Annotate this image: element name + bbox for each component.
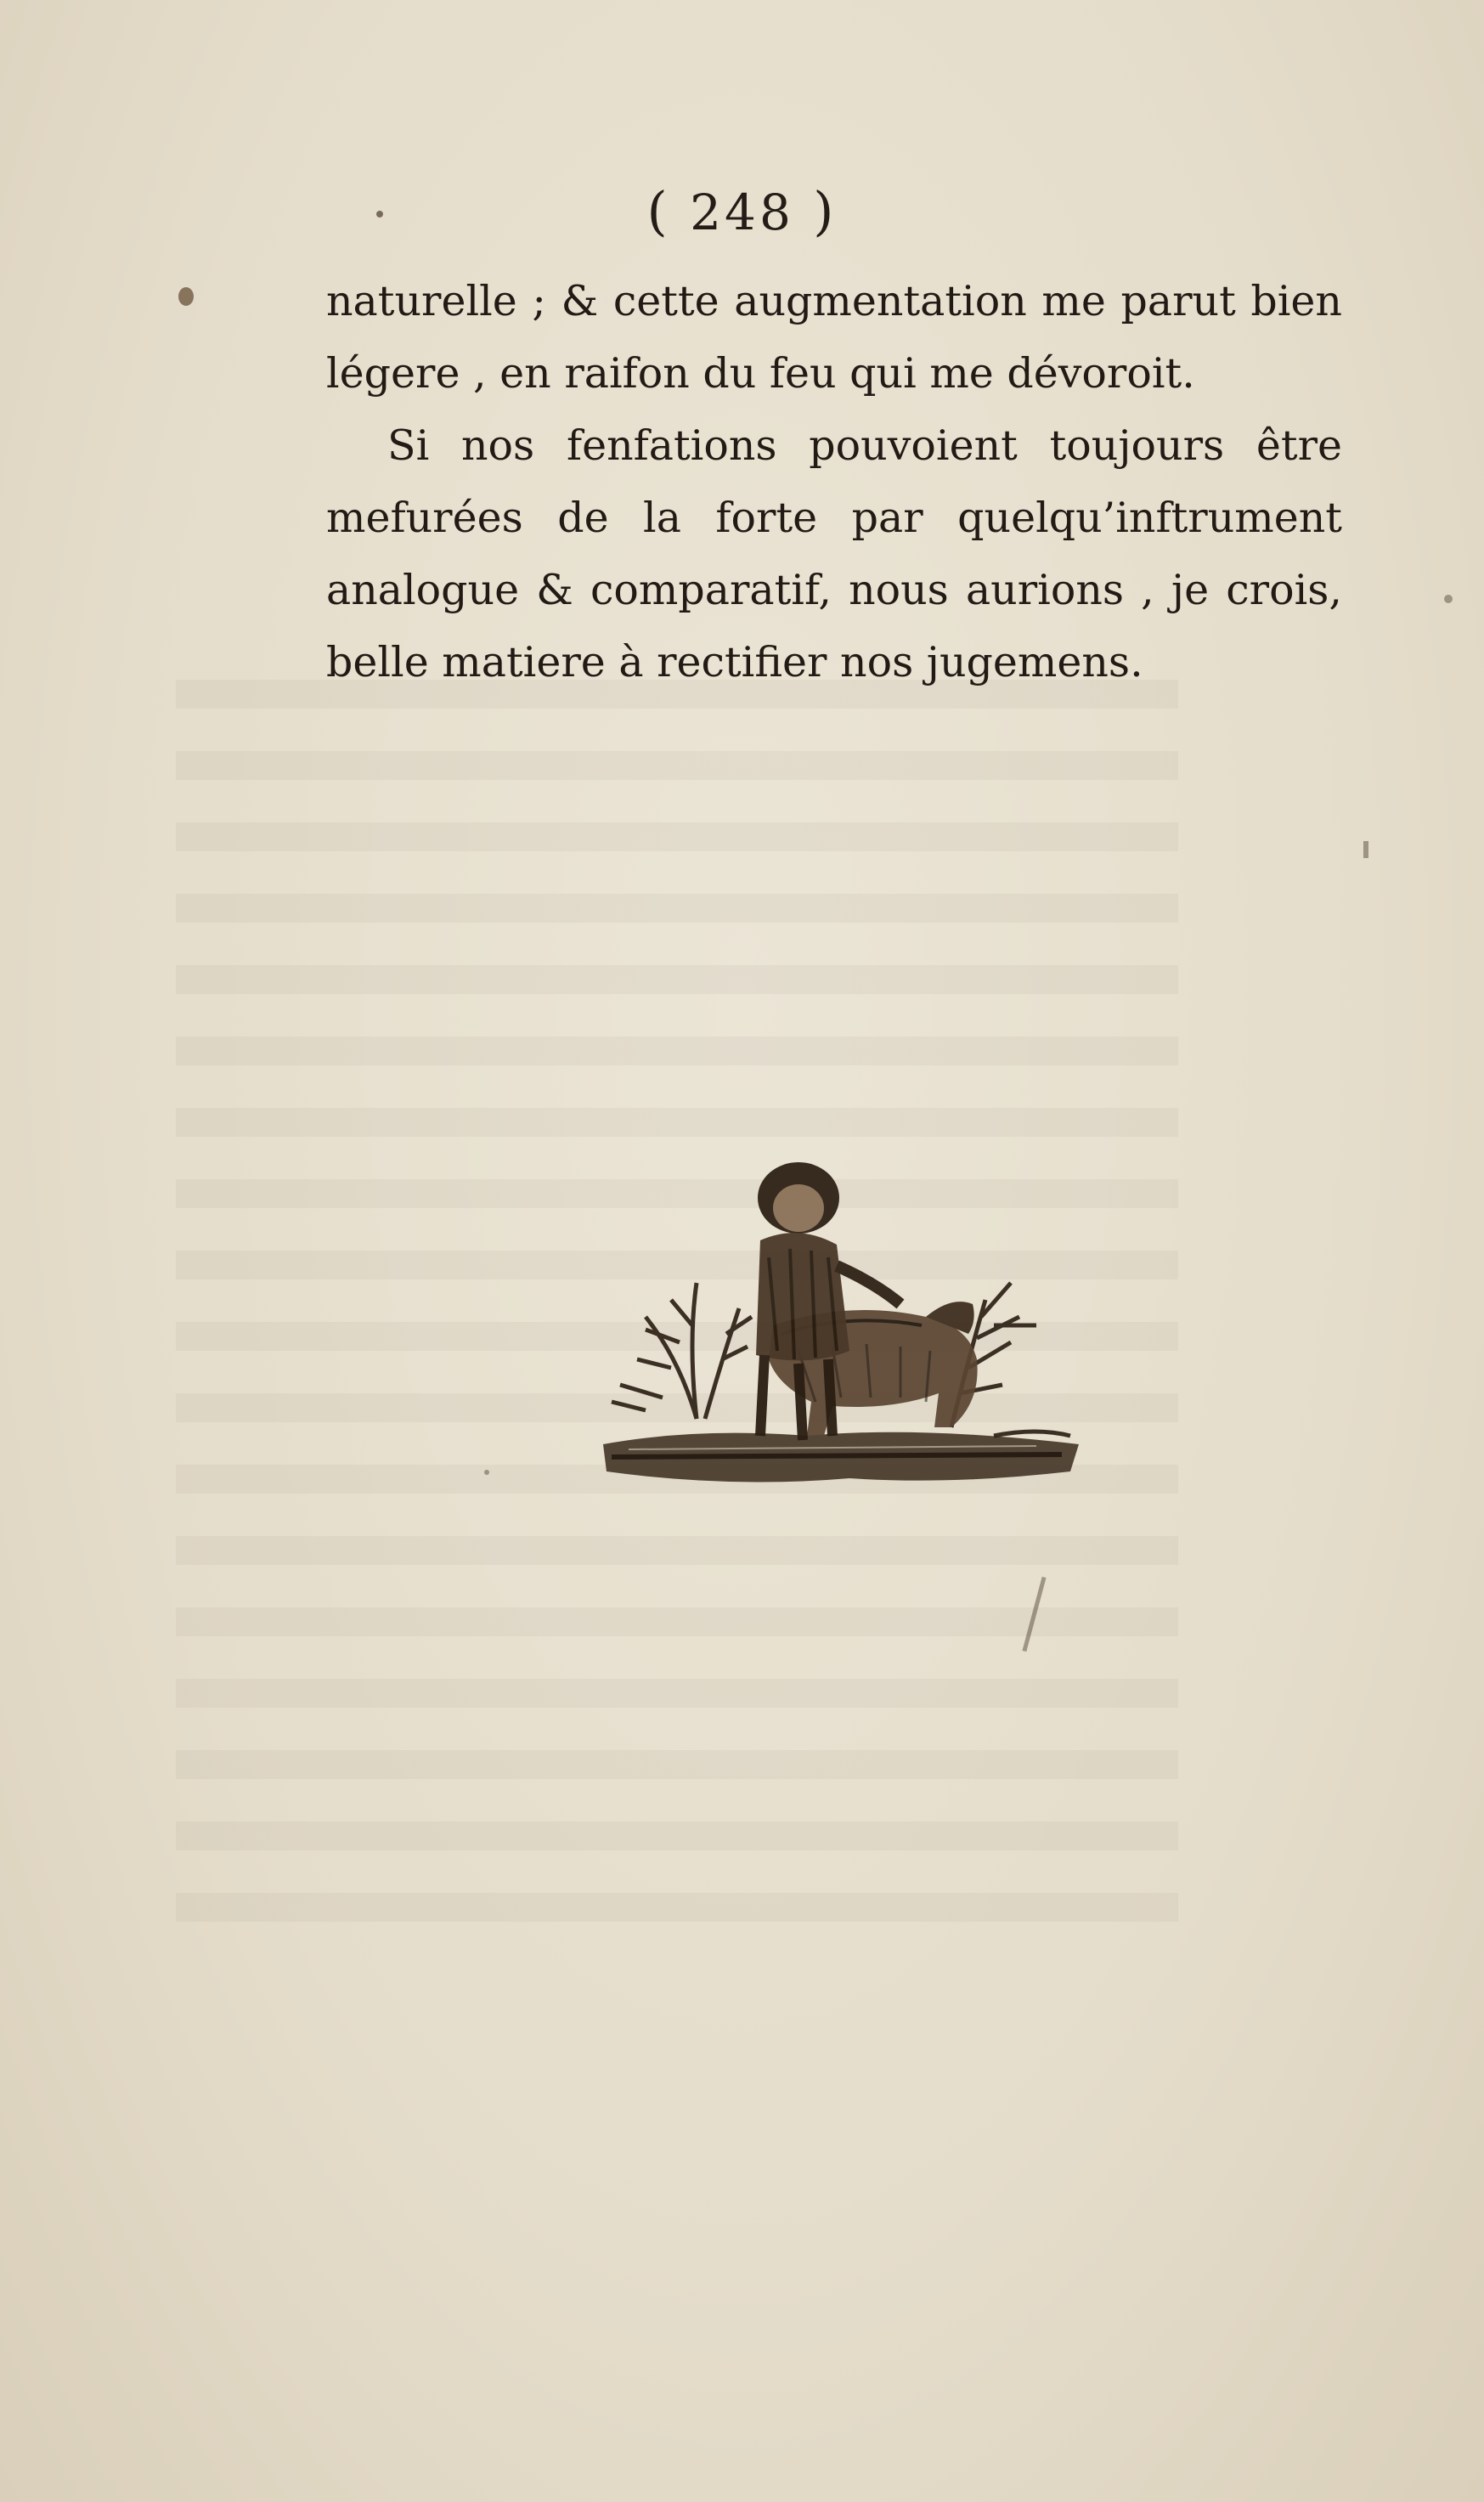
paper-speck [1444,595,1453,603]
margin-ink-spot [178,287,194,306]
page-number-header [0,180,1484,242]
body-text [326,265,1342,698]
paper-speck [1022,1577,1046,1652]
paren-open: ( [646,180,671,242]
text-line: légere , en raifon du feu qui me dévoroit. [326,349,1195,398]
text-line: naturelle ; & cette augmentation me parut bien [326,277,1342,325]
paper-speck [484,1470,489,1475]
vignette-left-foliage [612,1283,752,1419]
paren-close: ) [813,180,838,242]
engraved-vignette-icon [595,1155,1087,1512]
paper-speck [1363,841,1368,858]
text-line: Si nos fenfations pouvoient toujours être [387,421,1342,470]
text-line: analogue & comparatif, nous aurions , je crois, [326,566,1342,614]
page-number: 248 [690,184,794,241]
text-line: belle matiere à rectifier nos jugemens. [326,638,1143,686]
text-line: mefurées de la forte par quelqu’inftrument [326,494,1342,542]
